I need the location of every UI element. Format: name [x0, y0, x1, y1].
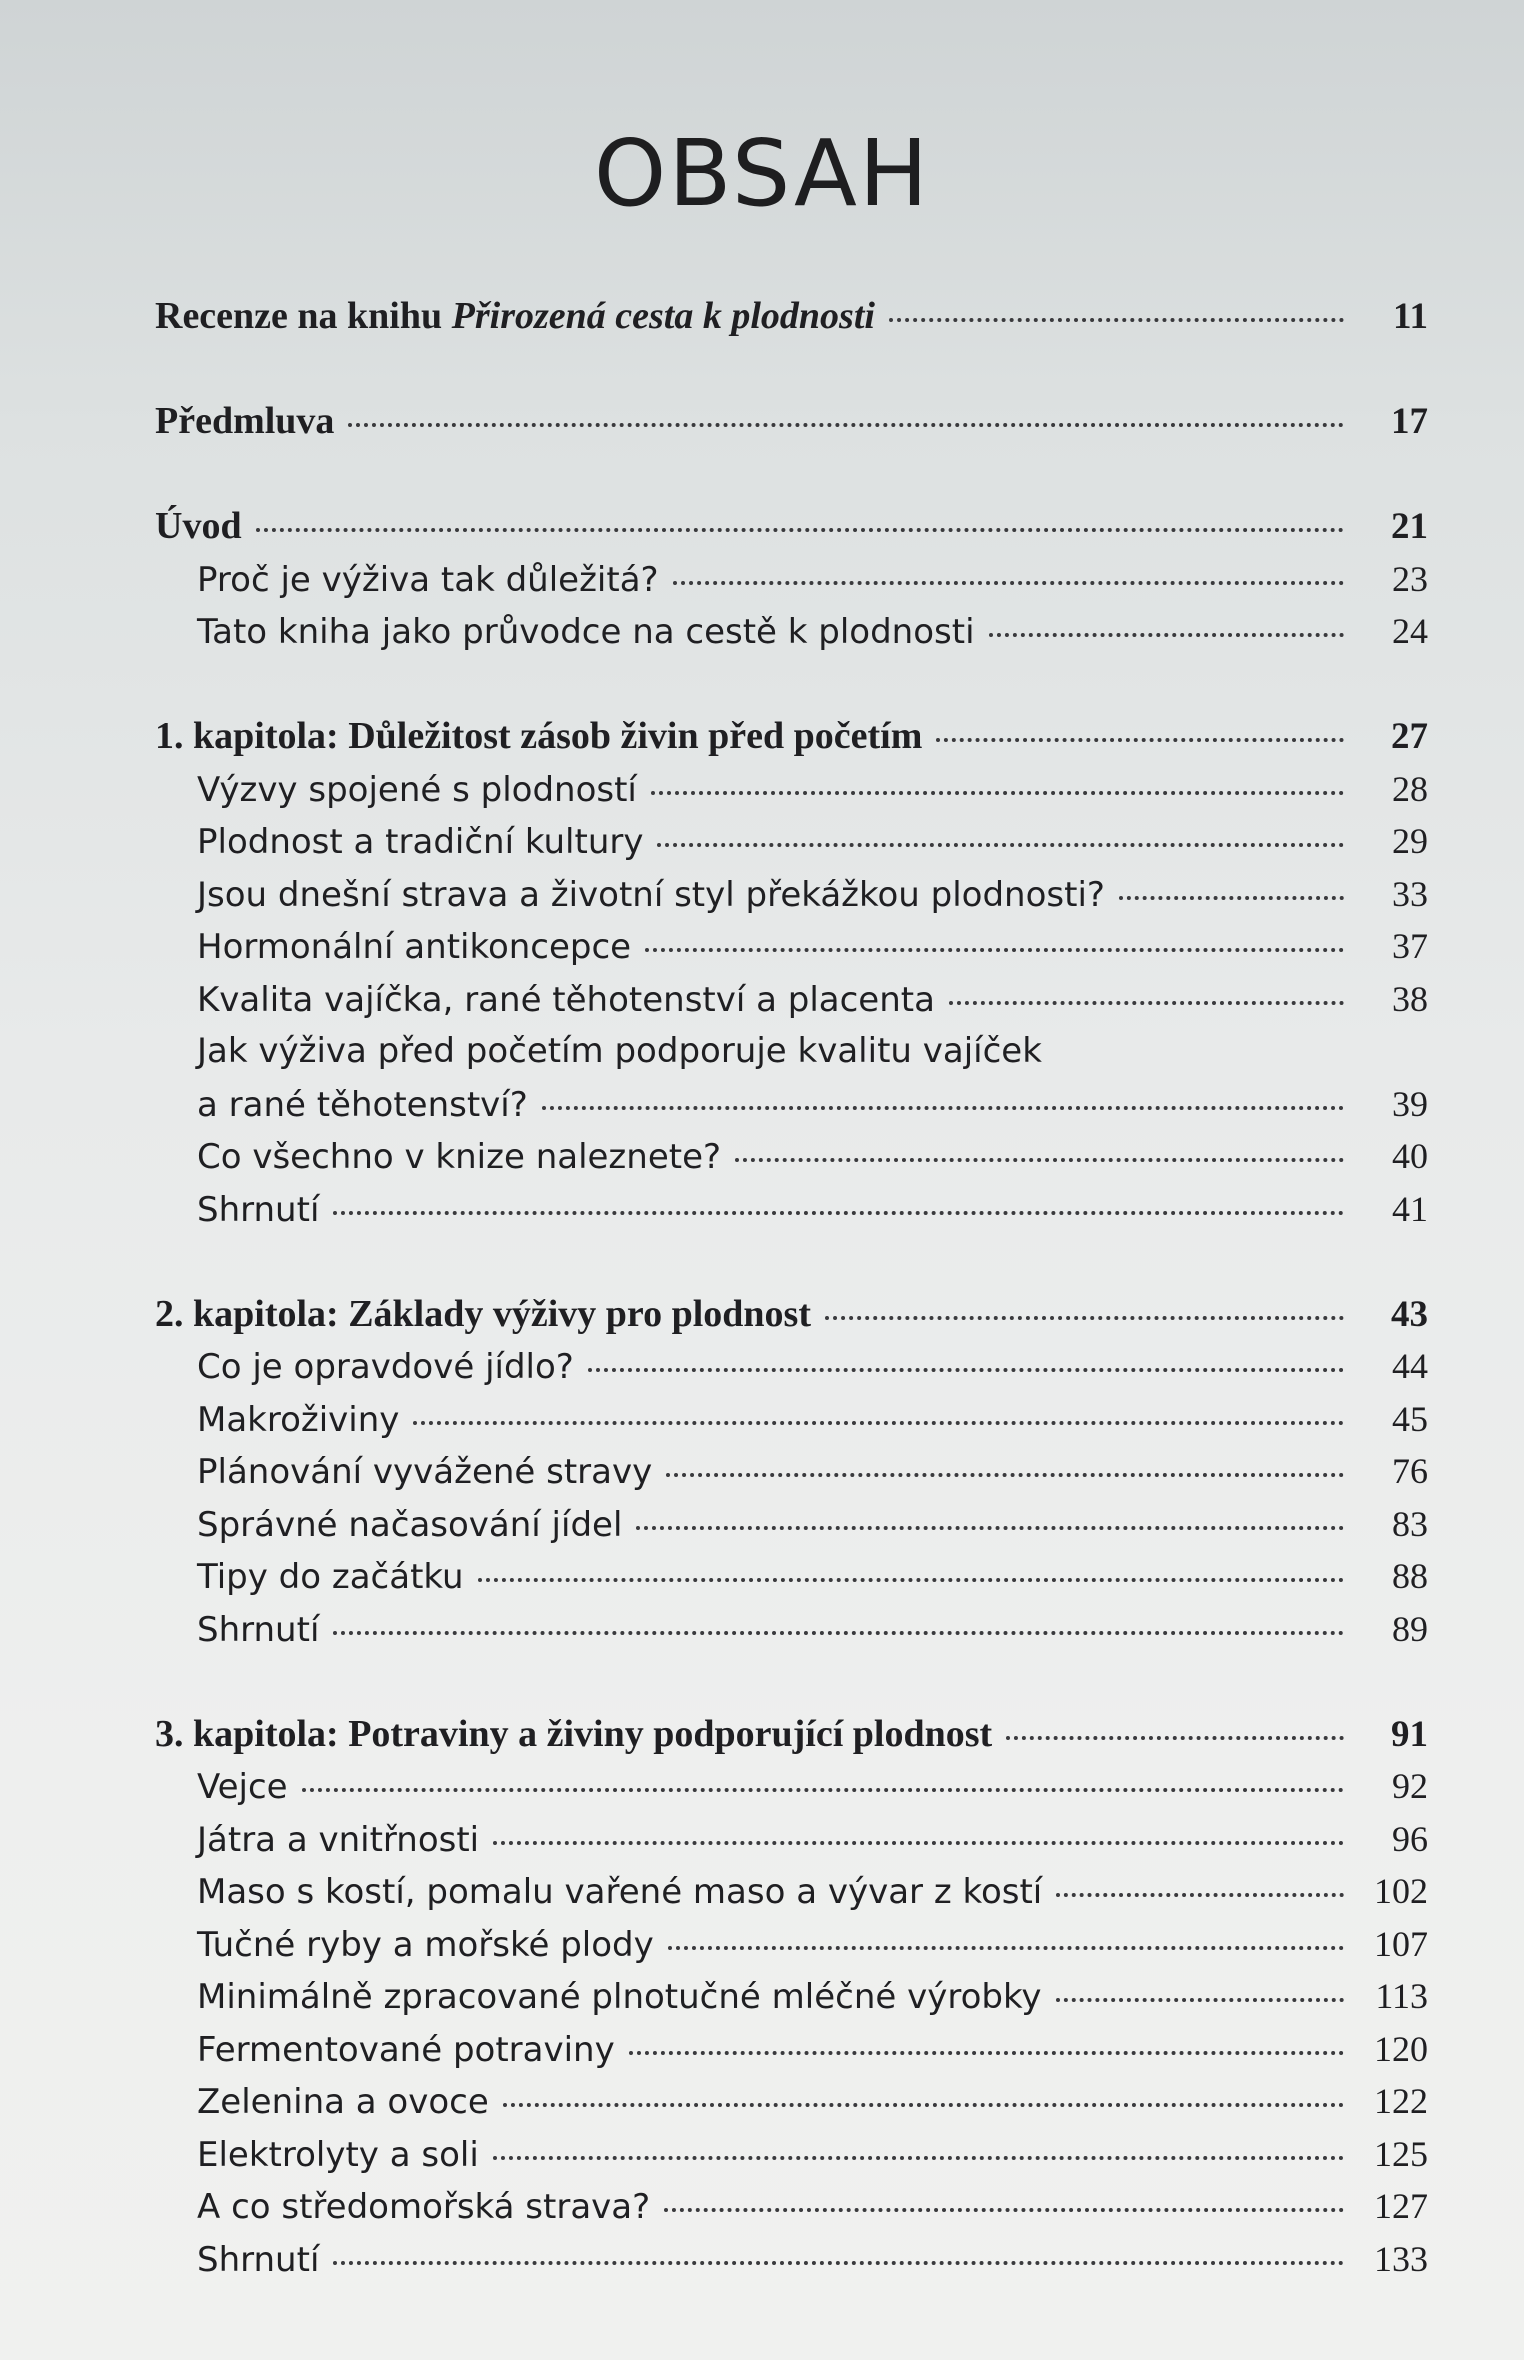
toc-page-number: 43 [1391, 1293, 1428, 1335]
dot-leader [1119, 896, 1344, 900]
toc-subentry[interactable] [155, 1865, 1428, 1918]
toc-subentry[interactable] [155, 2233, 1428, 2286]
toc-subentry[interactable] [155, 1603, 1428, 1656]
toc-label-book-title: Přirozená cesta k plodnosti [451, 295, 875, 337]
dot-leader [949, 1001, 1344, 1005]
toc-page-number: 23 [1392, 558, 1428, 599]
toc-subentry[interactable] [155, 1498, 1428, 1551]
toc-page-number: 76 [1392, 1451, 1428, 1491]
toc-page-number: 125 [1374, 2133, 1428, 2174]
toc-subentry[interactable] [155, 1445, 1428, 1498]
toc-page-number: 28 [1392, 768, 1428, 809]
toc-page-number: 17 [1391, 401, 1428, 442]
toc-subentry[interactable] [155, 1130, 1428, 1183]
toc-page-number: 120 [1374, 2028, 1428, 2069]
dot-leader [936, 738, 1344, 742]
toc-entry-label: Co všechno v knize naleznete? [197, 1137, 722, 1177]
toc-subentry[interactable] [155, 763, 1428, 816]
dot-leader [636, 1526, 1344, 1530]
toc-page-number: 40 [1392, 1136, 1428, 1176]
toc-entry-label: Vejce [197, 1767, 288, 1807]
toc-page-number: 33 [1392, 873, 1428, 914]
toc-page-number: 29 [1392, 821, 1428, 861]
toc-entry-label: 2. kapitola: Základy výživy pro plodnost [155, 1292, 812, 1335]
dot-leader [588, 1368, 1344, 1372]
toc-page-number: 21 [1391, 506, 1428, 547]
toc-page-number: 41 [1392, 1188, 1428, 1229]
dot-leader [657, 843, 1344, 847]
toc-subentry[interactable] [155, 1918, 1428, 1971]
toc-entry-label: Předmluva [155, 400, 335, 442]
toc-subentry[interactable] [155, 1550, 1428, 1603]
toc-subentry[interactable] [155, 2128, 1428, 2181]
toc-page-number: 24 [1392, 611, 1428, 651]
toc-page-number: 92 [1392, 1766, 1428, 1806]
dot-leader [256, 528, 1344, 532]
toc-entry-label: Výzvy spojené s plodností [197, 769, 637, 810]
dot-leader [664, 2208, 1344, 2212]
toc-page-number: 102 [1374, 1871, 1428, 1911]
toc-entry-label: Plodnost a tradiční kultury [197, 822, 644, 862]
toc-entry-label: Tato kniha jako průvodce na cestě k plodnosti [197, 612, 975, 652]
toc-page-number: 38 [1392, 978, 1428, 1019]
toc-subentry[interactable] [155, 2023, 1428, 2076]
toc-page-number: 122 [1374, 2081, 1428, 2121]
toc-subentry[interactable] [155, 553, 1428, 606]
dot-leader [348, 423, 1344, 427]
toc-entry-label: Úvod [155, 505, 242, 547]
toc-subentry[interactable] [155, 815, 1428, 868]
toc-entry-label: Játra a vnitřnosti [197, 1819, 480, 1860]
toc-page-number: 27 [1391, 716, 1428, 757]
toc-entry-label: 1. kapitola: Důležitost zásob živin před početím [155, 715, 923, 757]
toc-subentry[interactable] [155, 1970, 1428, 2023]
toc-subentry[interactable] [155, 1813, 1428, 1866]
toc-subentry[interactable] [155, 605, 1428, 658]
dot-leader [989, 633, 1344, 637]
toc-page-number: 88 [1392, 1556, 1428, 1596]
toc-entry-label: Shrnutí [197, 1609, 320, 1650]
dot-leader [651, 791, 1344, 795]
toc-entry-label: Fermentované potraviny [197, 2029, 615, 2070]
toc-page-number: 107 [1374, 1923, 1428, 1964]
dot-leader [413, 1421, 1344, 1425]
toc-page-number: 89 [1392, 1608, 1428, 1649]
dot-leader [333, 1631, 1344, 1635]
toc-entry-label: Makroživiny [197, 1399, 400, 1440]
toc-label-prefix: Recenze na knihu [155, 295, 452, 337]
toc-entry-label: Co je opravdové jídlo? [197, 1347, 574, 1387]
toc-entry-label: Zelenina a ovoce [197, 2082, 489, 2122]
toc-entry-label: Kvalita vajíčka, rané těhotenství a placenta [197, 979, 935, 1020]
toc-page-number: 113 [1375, 1976, 1428, 2016]
dot-leader [333, 1211, 1344, 1215]
toc-entry-label-continued: a rané těhotenství? [197, 1084, 528, 1125]
dot-leader [673, 581, 1344, 585]
dot-leader [825, 1316, 1344, 1320]
toc-page-number: 39 [1392, 1083, 1428, 1124]
toc-subentry[interactable] [155, 973, 1428, 1026]
dot-leader [503, 2103, 1344, 2107]
toc-subentry[interactable] [155, 2075, 1428, 2128]
toc-entry-label: Minimálně zpracované plnotučné mléčné výrobky [197, 1977, 1042, 2017]
toc-entry-label: Plánování vyvážené stravy [197, 1452, 653, 1492]
toc-entry-label: Shrnutí [197, 2239, 320, 2280]
toc-page-number: 83 [1392, 1503, 1428, 1544]
toc-chapter-2[interactable] [155, 1288, 1428, 1341]
dot-leader [889, 318, 1344, 322]
toc-subentry[interactable] [155, 1340, 1428, 1393]
dot-leader [629, 2051, 1344, 2055]
dot-leader [1056, 1998, 1344, 2002]
toc-page-number: 127 [1374, 2186, 1428, 2226]
dot-leader [542, 1106, 1344, 1110]
dot-leader [735, 1158, 1344, 1162]
toc-page-number: 91 [1391, 1713, 1428, 1755]
toc-subentry[interactable] [155, 1393, 1428, 1446]
dot-leader [645, 948, 1344, 952]
toc-subentry[interactable] [155, 2180, 1428, 2233]
toc-subentry-line1[interactable] [155, 1025, 1428, 1078]
toc-subentry[interactable] [155, 868, 1428, 921]
page-title: OBSAH [593, 120, 931, 227]
toc-entry-uvod[interactable] [155, 500, 1428, 553]
dot-leader [493, 1841, 1344, 1845]
toc-entry-label: Hormonální antikoncepce [197, 927, 632, 967]
dot-leader [668, 1946, 1344, 1950]
toc-entry-label: Maso s kostí, pomalu vařené maso a vývar z kostí [197, 1872, 1043, 1912]
dot-leader [333, 2261, 1344, 2265]
dot-leader [1006, 1736, 1344, 1740]
dot-leader [493, 2156, 1344, 2160]
toc-page-number: 11 [1393, 296, 1428, 337]
toc-subentry[interactable] [155, 1760, 1428, 1813]
toc-page-number: 37 [1392, 926, 1428, 966]
toc-subentry[interactable] [155, 1183, 1428, 1236]
toc-subentry-line2[interactable] [155, 1078, 1428, 1131]
table-of-contents [155, 290, 1428, 2285]
toc-page-number: 45 [1392, 1398, 1428, 1439]
dot-leader [1056, 1893, 1344, 1897]
toc-entry-label: Tipy do začátku [197, 1557, 464, 1597]
toc-entry-label: Tučné ryby a mořské plody [197, 1924, 654, 1965]
toc-subentry[interactable] [155, 920, 1428, 973]
dot-leader [478, 1578, 1344, 1582]
toc-page-number: 133 [1374, 2238, 1428, 2279]
toc-entry-label: Proč je výživa tak důležitá? [197, 559, 659, 600]
toc-chapter-1[interactable] [155, 710, 1428, 763]
toc-entry-label: Správné načasování jídel [197, 1504, 623, 1545]
toc-entry-label: A co středomořská strava? [197, 2187, 651, 2227]
toc-entry-label: Shrnutí [197, 1189, 320, 1230]
toc-entry-label: Jak výživa před početím podporuje kvalitu vajíček [197, 1031, 1042, 1071]
toc-page-number: 96 [1392, 1818, 1428, 1859]
toc-chapter-3[interactable] [155, 1708, 1428, 1761]
toc-page-number: 44 [1392, 1346, 1428, 1386]
dot-leader [666, 1473, 1344, 1477]
dot-leader [302, 1788, 1344, 1792]
toc-entry-label [155, 290, 875, 343]
toc-entry-label: Elektrolyty a soli [197, 2134, 479, 2175]
toc-entry-label: 3. kapitola: Potraviny a živiny podporující plodnost [155, 1712, 993, 1755]
toc-entry-predmluva[interactable] [155, 395, 1428, 448]
toc-entry-recenze[interactable] [155, 290, 1428, 343]
toc-entry-label: Jsou dnešní strava a životní styl překážkou plodnosti? [197, 874, 1105, 915]
